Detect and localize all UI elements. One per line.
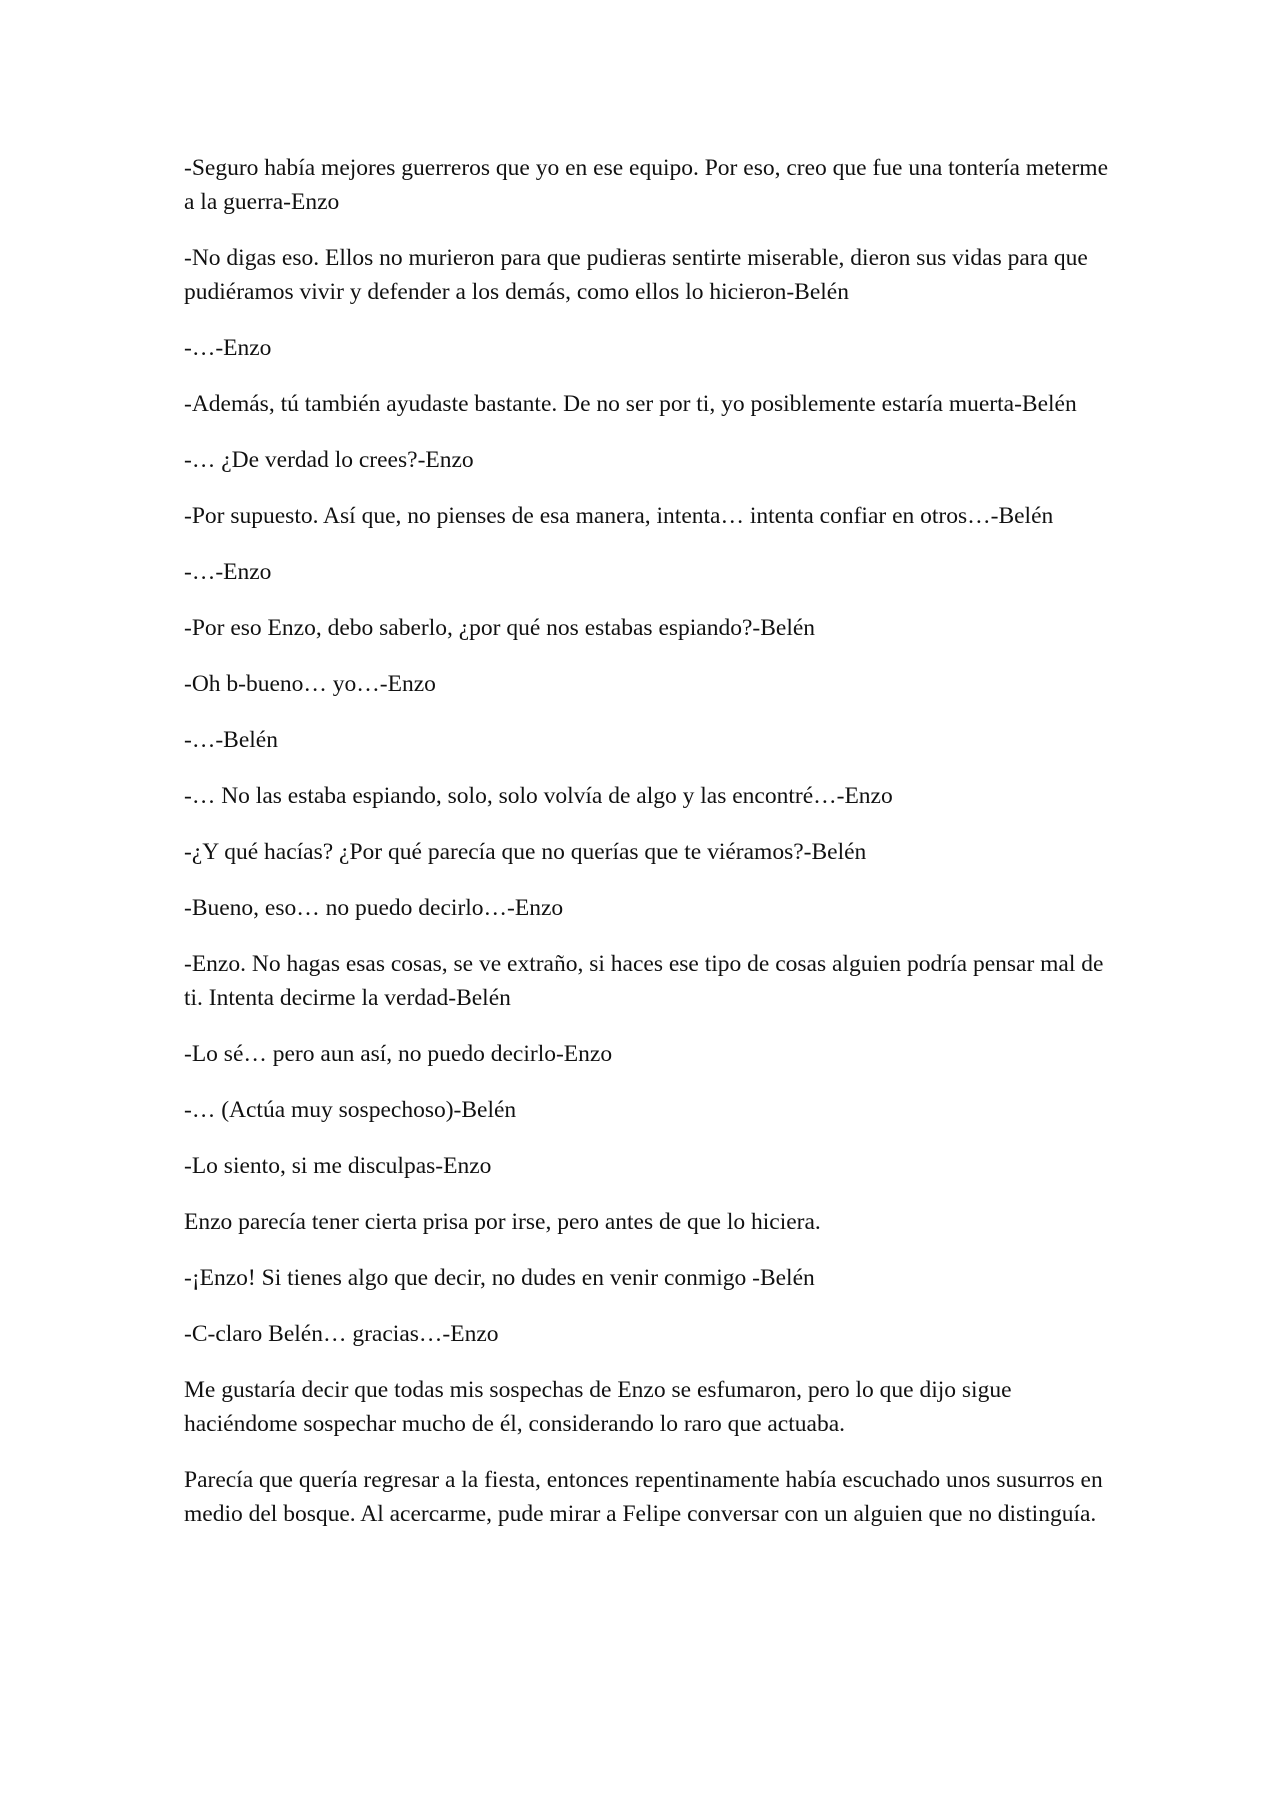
paragraph: -Además, tú también ayudaste bastante. De no ser por ti, yo posiblemente estaría muerta-Belén [184, 391, 1077, 417]
paragraph: -Enzo. No hagas esas cosas, se ve extraño, si haces ese tipo de cosas alguien podría pensar mal de ti. Intenta decirme la verdad-Belén [184, 951, 1104, 1011]
paragraph: -Oh b-bueno… yo…-Enzo [184, 671, 436, 697]
paragraph: -…-Belén [184, 727, 278, 753]
paragraph: -C-claro Belén… gracias…-Enzo [184, 1321, 499, 1347]
paragraph: -Por eso Enzo, debo saberlo, ¿por qué nos estabas espiando?-Belén [184, 615, 816, 641]
paragraph: -No digas eso. Ellos no murieron para que pudieras sentirte miserable, dieron sus vidas para que pudiéramos vivir y defender a los demás, como ellos lo hicieron-Belén [184, 245, 1088, 305]
paragraph: -¡Enzo! Si tienes algo que decir, no dudes en venir conmigo -Belén [184, 1265, 815, 1291]
paragraph: -Por supuesto. Así que, no pienses de esa manera, intenta… intenta confiar en otros…-Belén [184, 503, 1054, 529]
paragraph: Enzo parecía tener cierta prisa por irse, pero antes de que lo hiciera. [184, 1209, 821, 1235]
paragraph: -Lo siento, si me disculpas-Enzo [184, 1153, 492, 1179]
paragraph: -…-Enzo [184, 335, 272, 361]
paragraph: Parecía que quería regresar a la fiesta, entonces repentinamente había escuchado unos susurros en medio del bosque. Al acercarme, pude mirar a Felipe conversar con un alguien que no distinguía. [184, 1467, 1103, 1527]
paragraph: Me gustaría decir que todas mis sospechas de Enzo se esfumaron, pero lo que dijo sigue haciéndome sospechar mucho de él, considerando lo raro que actuaba. [184, 1377, 1012, 1437]
paragraph: -Lo sé… pero aun así, no puedo decirlo-Enzo [184, 1041, 613, 1067]
paragraph: -¿Y qué hacías? ¿Por qué parecía que no querías que te viéramos?-Belén [184, 839, 867, 865]
paragraph: -… (Actúa muy sospechoso)-Belén [184, 1097, 517, 1123]
paragraph: -…-Enzo [184, 559, 272, 585]
document-page [184, 151, 1114, 1553]
paragraph: -Seguro había mejores guerreros que yo en ese equipo. Por eso, creo que fue una tontería meterme a la guerra-Enzo [184, 155, 1108, 215]
paragraph: -… No las estaba espiando, solo, solo volvía de algo y las encontré…-Enzo [184, 783, 893, 809]
paragraph: -… ¿De verdad lo crees?-Enzo [184, 447, 474, 473]
paragraph: -Bueno, eso… no puedo decirlo…-Enzo [184, 895, 564, 921]
